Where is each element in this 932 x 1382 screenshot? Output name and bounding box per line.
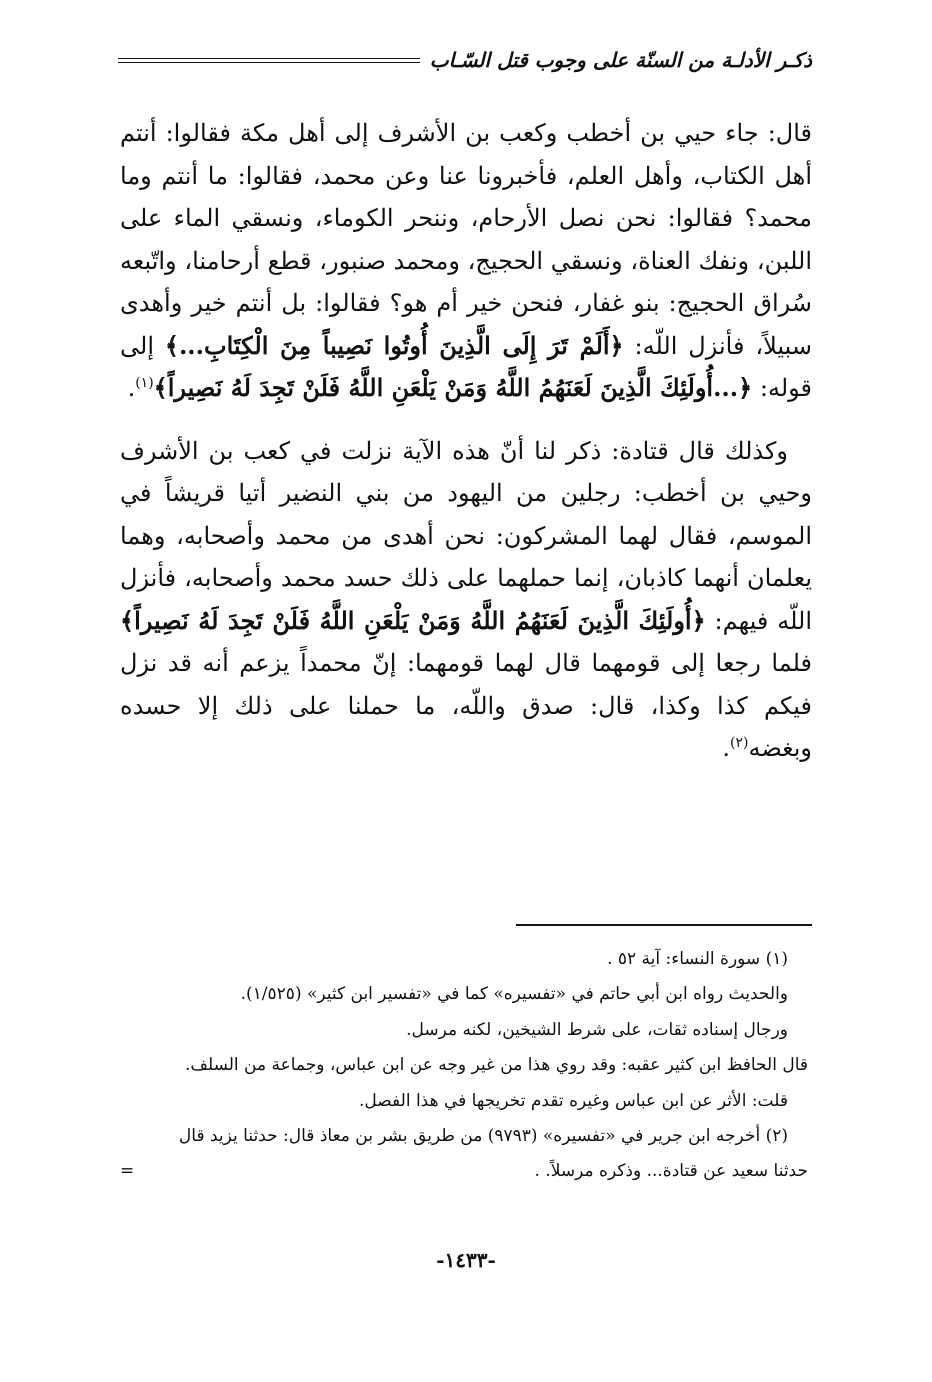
quran-verse-1: ﴿أَلَمْ تَرَ إِلَى الَّذِينَ أُوتُوا نَصِيباً مِنَ الْكِتَابِ...﴾ — [164, 330, 624, 360]
footnote-line-1: (١) سورة النساء: آية ٥٢ . — [607, 949, 788, 969]
paragraph-2 — [120, 430, 812, 770]
page-number: -١٤٣٣- — [436, 1248, 496, 1272]
footnote-line-7-text: حدثنا سعيد عن قتادة... وذكره مرسلاً. . — [534, 1161, 808, 1182]
paragraph-2-end: . — [722, 734, 730, 762]
footnote-line-2: والحديث رواه ابن أبي حاتم في «تفسيره» كما في «تفسير ابن كثير» (١/٥٢٥). — [240, 984, 788, 1005]
footnote-line-4: قال الحافظ ابن كثير عقبه: وقد روي هذا من غير وجه عن ابن عباس، وجماعة من السلف. — [184, 1055, 808, 1076]
footnote-ref-2: (٢) — [730, 735, 749, 751]
continuation-mark: = — [120, 1161, 135, 1182]
quran-verse-3: ﴿أُولَئِكَ الَّذِينَ لَعَنَهُمُ اللَّهُ وَمَنْ يَلْعَنِ اللَّهُ فَلَنْ تَجِدَ لَهُ نَصِيراً﴾ — [120, 605, 706, 635]
paragraph-1-end: . — [127, 374, 136, 402]
footnote-line-3: ورجال إسناده ثقات، على شرط الشيخين، لكنه مرسل. — [406, 1019, 788, 1040]
footnotes — [120, 942, 808, 1190]
header-rule-top — [118, 58, 420, 59]
paragraph-2-text-a: وكذلك قال قتادة: ذكر لنا أنّ هذه الآية نزلت في كعب بن الأشرف وحيي بن أخطب: رجلين من اليهود من بني النضير أتيا قريشاً في الموسم، فقال لهما المشركون: نحن أهدى من محمد وأصحابه، وهما يعلمان أنهما كاذبان، إنما حملهما على ذلك حسد محمد وأصحابه، فأنزل اللّه فيهم: — [120, 436, 813, 635]
paragraph-2-text-b: فلما رجعا إلى قومهما قال لهما قومهما: إنّ محمداً يزعم أنه قد نزل فيكم كذا وكذا، قال: صدق واللّه، ما حملنا على ذلك إلا حسده وبغضه — [120, 649, 812, 762]
header-rule-bottom — [118, 62, 420, 63]
paragraph-1 — [120, 112, 812, 410]
footnote-line-7 — [120, 1154, 808, 1189]
header-title: ذكـر الأدلـة من السنّة على وجوب قتل السّـاب — [429, 48, 812, 72]
main-text — [120, 112, 812, 770]
footnote-line-6: (٢) أخرجه ابن جرير في «تفسيره» (٩٧٩٣) من طريق بشر بن معاذ قال: حدثنا يزيد قال — [178, 1126, 788, 1147]
header-double-rule — [118, 58, 420, 63]
running-header — [118, 40, 812, 80]
paragraph-1-text-a: قال: جاء حيي بن أخطب وكعب بن الأشرف إلى أهل مكة فقالوا: أنتم أهل الكتاب، وأهل العلم، فأخبرونا عنا وعن محمد، فقالوا: ما أنتم وما محمد؟ فقالوا: نحن نصل الأرحام، وننحر الكوماء، ونسقي الماء على اللبن، ونفك العناة، ونسقي الحجيج، ومحمد صنبور، قطع أرحامنا، واتّبعه سُراق الحجيج: بنو غفار، فنحن خير أم هو؟ فقالوا: بل أنتم خير وأهدى سبيلاً، فأنزل اللّه: — [120, 119, 813, 360]
footnote-ref-1: (١) — [135, 375, 154, 391]
quran-verse-2: ﴿...أُولَئِكَ الَّذِينَ لَعَنَهُمُ اللَّهُ وَمَنْ يَلْعَنِ اللَّهُ فَلَنْ تَجِدَ لَهُ نَصِيراً﴾ — [153, 373, 753, 402]
paragraph-1-text-b: إلى قوله: — [120, 331, 812, 402]
footnote-line-5: قلت: الأثر عن ابن عباس وغيره تقدم تخريجها في هذا الفصل. — [359, 1090, 788, 1111]
footnote-separator — [516, 924, 812, 926]
